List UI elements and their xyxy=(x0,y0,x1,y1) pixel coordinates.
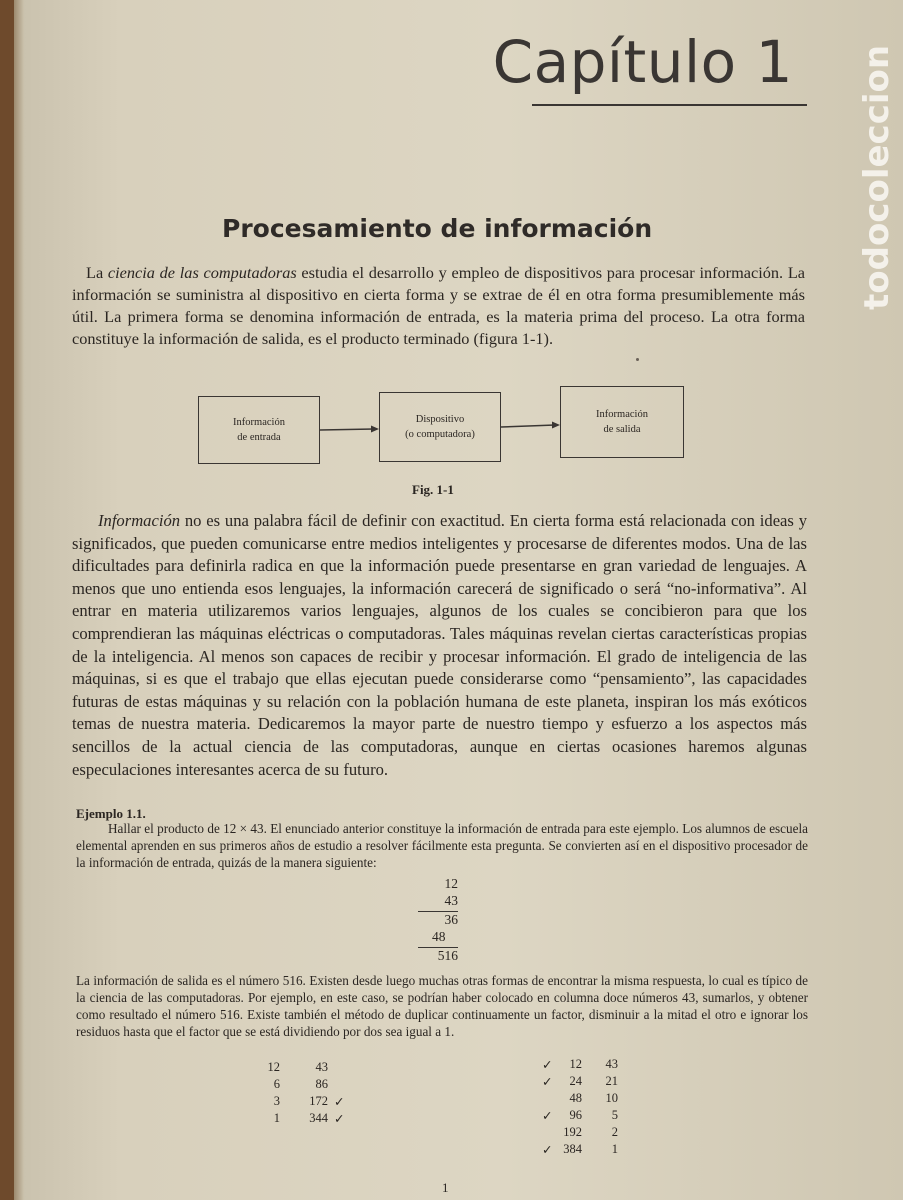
figure-caption: Fig. 1-1 xyxy=(412,482,454,497)
mult-row: 48 xyxy=(432,929,446,944)
example-title: Ejemplo 1.1. xyxy=(76,806,146,821)
section-title: Procesamiento de información xyxy=(222,214,653,243)
output-box: Información de salida xyxy=(560,386,684,458)
table-row: ✓ 384 1 xyxy=(542,1142,618,1157)
paragraph-informacion: Información no es una palabra fácil de definir con exactitud. En cierta forma está relacionada con ideas y significados, que pueden comunicarse entre medios inteligentes y procesarse de diferentes modos. Una de las dificultades para definirla radica en que la información puede presentarse en gran variedad de lenguajes. A menos que uno entienda esos lenguajes, la información carecerá de significado o será “no-informativa”. Al entrar en materia utilizaremos varios lenguajes, algunos de los cuales se concibieron para que los comprendieran las máquinas eléctricas o computadoras. Tales máquinas revelan ciertas características propias de la inteligencia. Al menos son capaces de recibir y procesar información. El grado de inteligencia de las máquinas, si es que el trabajo que ellas ejecutan puede considerarse como “pensamiento”, las capacidades futuras de estas máquinas y su relación con la población humana de este planeta, inspiran los más exóticos temas de nuestra materia. Dedicaremos la mayor parte de nuestro tiempo y esfuerzo a los aspectos más sencillos de la actual ciencia de las computadoras, aunque en ciertas ocasiones haremos algunas especulaciones interesantes acerca de su futuro. xyxy=(72,511,807,779)
table-row: ✓ 96 5 xyxy=(542,1108,618,1123)
page-spine xyxy=(14,0,24,1200)
halving-table-right xyxy=(542,1057,632,1159)
chapter-rule xyxy=(532,104,807,106)
book-page xyxy=(14,0,903,1200)
page-number: 1 xyxy=(442,1180,449,1195)
halving-table-left xyxy=(254,1060,374,1128)
multiplication xyxy=(418,876,458,965)
input-box: Información de entrada xyxy=(198,396,320,464)
ink-speck xyxy=(636,358,639,361)
table-row: 192 2 xyxy=(563,1125,618,1139)
table-row: 3 172 ✓ xyxy=(273,1094,345,1109)
device-box: Dispositivo (o computadora) xyxy=(379,392,501,462)
table-row: 48 10 xyxy=(569,1091,618,1105)
table-row: 6 86 xyxy=(273,1077,328,1091)
mult-row: 36 xyxy=(444,912,458,927)
mult-row: 43 xyxy=(444,893,458,908)
example-statement: Hallar el producto de 12 × 43. El enunciado anterior constituye la información de entrada para este ejemplo. Los alumnos de escuela elemental aprenden en sus primeros años de estudio a resolver fácilmente esta pregunta. Se convierten así en el dispositivo procesador de la información de entrada, quizás de la manera siguiente: xyxy=(76,821,808,870)
figure-diagram xyxy=(198,386,684,466)
figure-arrows xyxy=(198,386,684,466)
watermark-logo: todocoleccion xyxy=(857,44,897,310)
example-explanation: La información de salida es el número 516. Existen desde luego muchas otras formas de encontrar la misma respuesta, lo cual es típico de la ciencia de las computadoras. Por ejemplo, en este caso, se podrían haber colocado en columna doce números 43, sumarlos, y obtener como resultado el número 516. Existe también el método de duplicar continuamente un factor, disminuir a la mitad el otro e ignorar los residuos hasta que el factor que se está dividiendo por dos sea igual a 1. xyxy=(76,973,808,1039)
table-row: 12 43 xyxy=(267,1060,328,1074)
mult-result: 516 xyxy=(437,948,458,963)
table-row: ✓ 12 43 xyxy=(542,1057,618,1072)
chapter-heading: Capítulo 1 xyxy=(492,28,793,96)
table-row: ✓ 24 21 xyxy=(542,1074,618,1089)
paragraph-intro: La ciencia de las computadoras estudia el desarrollo y empleo de dispositivos para procesar información. La información se suministra al dispositivo en cierta forma y se extrae de él en otra forma presumiblemente más útil. La primera forma se denomina información de entrada, es la materia prima del proceso. La otra forma constituye la información de salida, es el producto terminado (figura 1-1). xyxy=(72,263,805,348)
table-row: 1 344 ✓ xyxy=(273,1111,345,1126)
mult-row: 12 xyxy=(444,876,458,891)
